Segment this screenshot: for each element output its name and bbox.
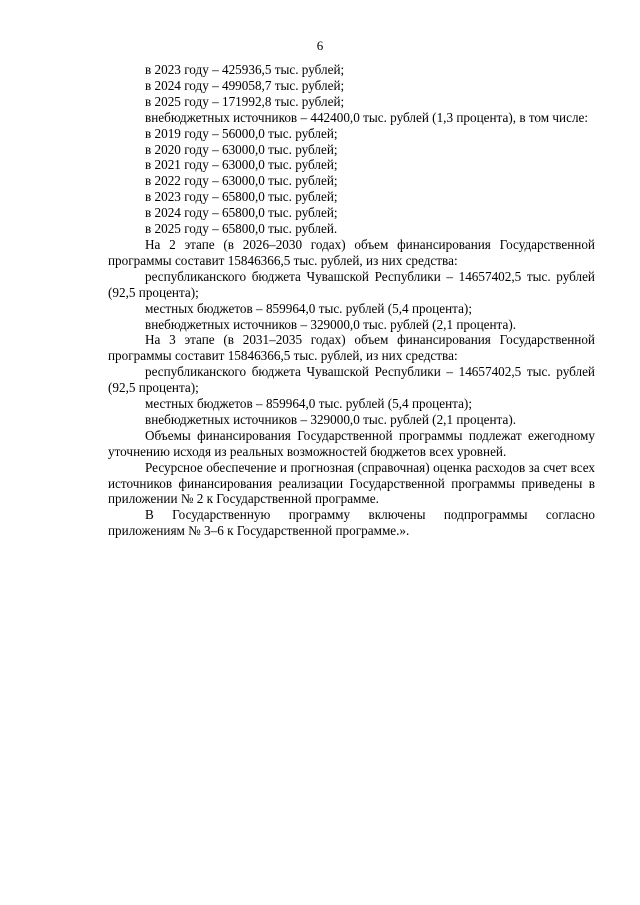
paragraph: Объемы финансирования Государственной программы подлежат ежегодному уточнению исходя из реальных возможностей бюджетов всех уровней.	[108, 427, 595, 459]
paragraph: в 2020 году – 63000,0 тыс. рублей;	[145, 141, 338, 157]
paragraph: внебюджетных источников – 442400,0 тыс. рублей (1,3 процента), в том числе:	[145, 109, 589, 125]
paragraph: На 3 этапе (в 2031–2035 годах) объем финансирования Государственной программы составит 15846366,5 тыс. рублей, из них средства:	[108, 332, 595, 364]
paragraph: в 2021 году – 63000,0 тыс. рублей;	[145, 157, 338, 173]
paragraph: местных бюджетов – 859964,0 тыс. рублей (5,4 процента);	[145, 300, 472, 316]
paragraph: в 2022 году – 63000,0 тыс. рублей;	[145, 173, 338, 189]
paragraph: в 2024 году – 65800,0 тыс. рублей;	[145, 205, 338, 221]
paragraph: республиканского бюджета Чувашской Республики – 14657402,5 тыс. рублей (92,5 процента);	[108, 364, 595, 396]
paragraph: местных бюджетов – 859964,0 тыс. рублей (5,4 процента);	[145, 396, 472, 412]
document-body	[108, 62, 595, 539]
paragraph: Ресурсное обеспечение и прогнозная (справочная) оценка расходов за счет всех источников финансирования реализации Государственной программы приведены в приложении № 2 к Государственной программе.	[108, 459, 595, 507]
paragraph: в 2024 году – 499058,7 тыс. рублей;	[145, 77, 345, 93]
paragraph: в 2023 году – 425936,5 тыс. рублей;	[145, 62, 345, 77]
paragraph: внебюджетных источников – 329000,0 тыс. рублей (2,1 процента).	[145, 316, 517, 332]
paragraph: в 2019 году – 56000,0 тыс. рублей;	[145, 125, 338, 141]
paragraph: республиканского бюджета Чувашской Республики – 14657402,5 тыс. рублей (92,5 процента);	[108, 268, 595, 300]
paragraph: в 2025 году – 171992,8 тыс. рублей;	[145, 93, 345, 109]
paragraph: внебюджетных источников – 329000,0 тыс. рублей (2,1 процента).	[145, 411, 517, 427]
paragraph: В Государственную программу включены подпрограммы согласно приложениям № 3–6 к Государственной программе.».	[108, 507, 595, 539]
paragraph: На 2 этапе (в 2026–2030 годах) объем финансирования Государственной программы составит 15846366,5 тыс. рублей, из них средства:	[108, 236, 595, 268]
paragraph: в 2023 году – 65800,0 тыс. рублей;	[145, 189, 338, 205]
page-number: 6	[316, 38, 324, 53]
paragraph: в 2025 году – 65800,0 тыс. рублей.	[145, 221, 338, 237]
